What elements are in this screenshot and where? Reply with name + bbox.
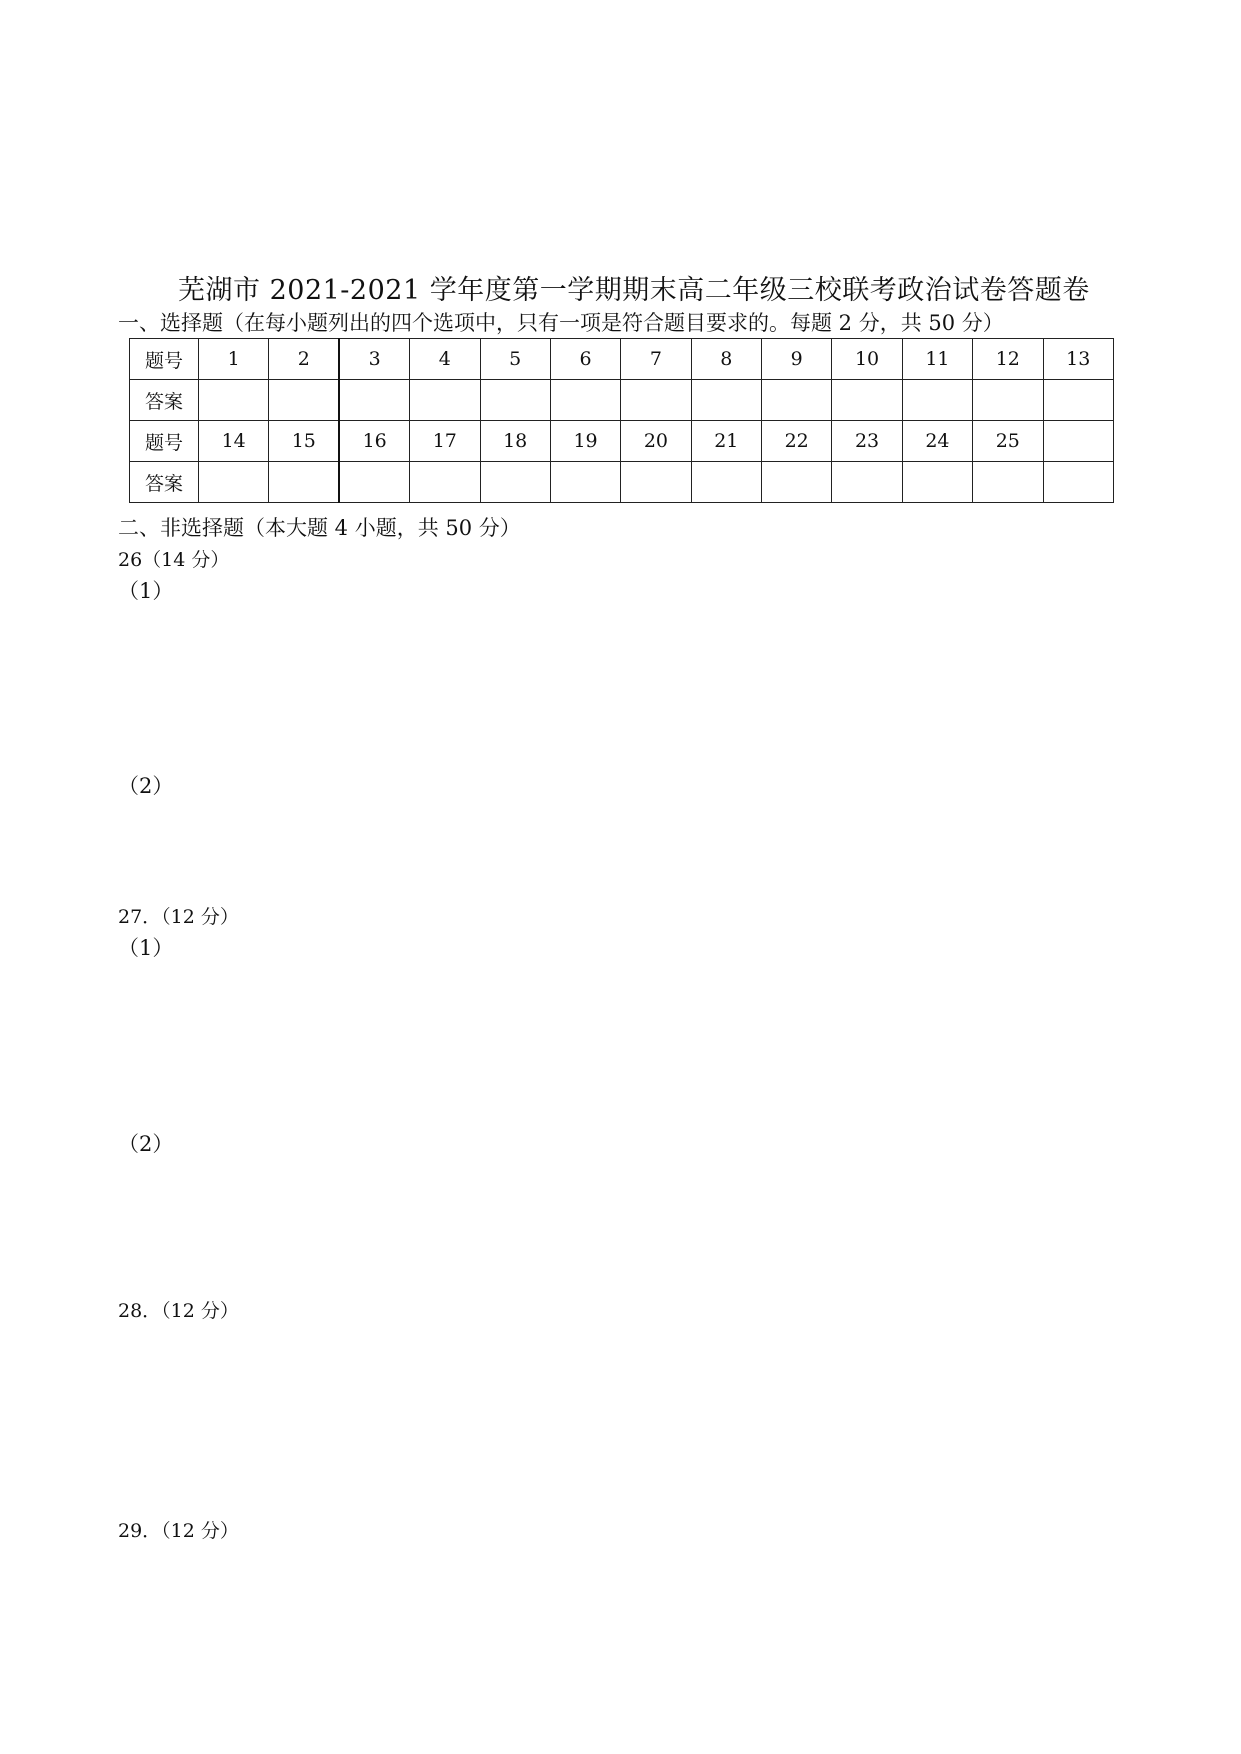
answer-cell[interactable] (762, 462, 832, 503)
row-label-answer: 答案 (130, 462, 199, 503)
question-number: 22 (762, 421, 832, 462)
row-label-number: 题号 (130, 339, 199, 380)
q26-part2-label: （2） (118, 774, 174, 798)
answer-cell[interactable] (1043, 462, 1114, 503)
answer-cell[interactable] (973, 380, 1043, 421)
answer-cell[interactable] (480, 380, 550, 421)
row-label-number: 题号 (130, 421, 199, 462)
question-number: 1 (199, 339, 269, 380)
q27-part1-label: （1） (118, 936, 174, 960)
answer-cell[interactable] (902, 462, 972, 503)
answer-cell[interactable] (621, 380, 691, 421)
answer-cell[interactable] (902, 380, 972, 421)
answer-cell[interactable] (832, 462, 902, 503)
q28-heading: 28．（12 分） (118, 1300, 239, 1322)
answer-cell[interactable] (762, 380, 832, 421)
question-number (1043, 421, 1114, 462)
q27-part2-label: （2） (118, 1132, 174, 1156)
answer-cell[interactable] (339, 380, 409, 421)
question-number: 23 (832, 421, 902, 462)
answer-cell[interactable] (269, 380, 339, 421)
question-number: 13 (1043, 339, 1114, 380)
question-number: 10 (832, 339, 902, 380)
answer-cell[interactable] (339, 462, 409, 503)
q26-part1-label: （1） (118, 579, 174, 603)
question-number: 6 (550, 339, 620, 380)
page-title: 芜湖市 2021-2021 学年度第一学期期末高二年级三校联考政治试卷答题卷 (178, 275, 1090, 306)
question-number: 20 (621, 421, 691, 462)
answer-cell[interactable] (550, 380, 620, 421)
table-row (130, 380, 1114, 421)
question-number: 15 (269, 421, 339, 462)
table-row (130, 462, 1114, 503)
answer-cell[interactable] (199, 462, 269, 503)
answer-grid (129, 338, 1114, 503)
q26-heading: 26（14 分） (118, 549, 230, 571)
question-number: 4 (410, 339, 480, 380)
table-row (130, 339, 1114, 380)
question-number: 3 (339, 339, 409, 380)
answer-cell[interactable] (269, 462, 339, 503)
answer-cell[interactable] (973, 462, 1043, 503)
question-number: 14 (199, 421, 269, 462)
answer-cell[interactable] (410, 380, 480, 421)
answer-cell[interactable] (550, 462, 620, 503)
question-number: 24 (902, 421, 972, 462)
answer-cell[interactable] (1043, 380, 1114, 421)
q29-heading: 29．（12 分） (118, 1520, 239, 1542)
row-label-answer: 答案 (130, 380, 199, 421)
question-number: 5 (480, 339, 550, 380)
section-1-heading: 一、选择题（在每小题列出的四个选项中，只有一项是符合题目要求的。每题 2 分，共 50 分） (118, 311, 1004, 335)
answer-cell[interactable] (410, 462, 480, 503)
question-number: 18 (480, 421, 550, 462)
answer-cell[interactable] (199, 380, 269, 421)
question-number: 11 (902, 339, 972, 380)
answer-cell[interactable] (480, 462, 550, 503)
table-row (130, 421, 1114, 462)
question-number: 16 (339, 421, 409, 462)
answer-cell[interactable] (691, 462, 761, 503)
question-number: 12 (973, 339, 1043, 380)
question-number: 17 (410, 421, 480, 462)
answer-cell[interactable] (832, 380, 902, 421)
section-2-heading: 二、非选择题（本大题 4 小题，共 50 分） (118, 516, 521, 540)
question-number: 2 (269, 339, 339, 380)
answer-cell[interactable] (621, 462, 691, 503)
question-number: 8 (691, 339, 761, 380)
question-number: 21 (691, 421, 761, 462)
answer-cell[interactable] (691, 380, 761, 421)
q27-heading: 27．（12 分） (118, 906, 239, 928)
question-number: 9 (762, 339, 832, 380)
question-number: 7 (621, 339, 691, 380)
question-number: 19 (550, 421, 620, 462)
question-number: 25 (973, 421, 1043, 462)
